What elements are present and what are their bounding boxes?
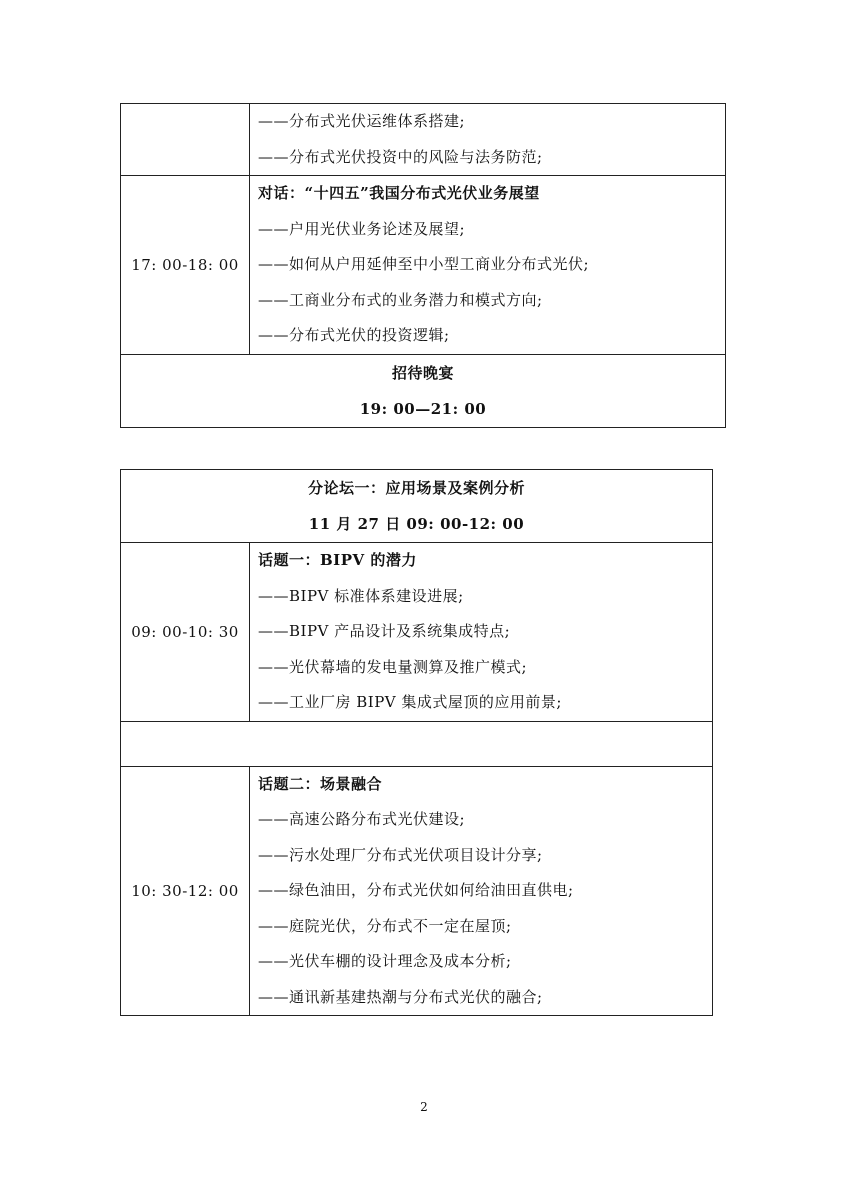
table-row <box>121 176 726 355</box>
banquet-title: 招待晚宴 <box>391 363 454 382</box>
agenda-item: ——工商业分布式的业务潜力和模式方向; <box>258 290 543 309</box>
sub-forum-date: 11 月 27 日 09: 00-12: 00 <box>308 515 525 533</box>
agenda-item: ——光伏幕墙的发电量测算及推广模式; <box>258 657 528 676</box>
content-cell <box>250 543 713 722</box>
table-row <box>121 766 713 1016</box>
agenda-item: ——高速公路分布式光伏建设; <box>258 810 466 828</box>
agenda-item: ——通讯新基建热潮与分布式光伏的融合; <box>258 987 543 1006</box>
content-cell <box>250 766 713 1016</box>
content-cell <box>250 104 726 176</box>
agenda-item: ——分布式光伏运维体系搭建; <box>258 112 466 130</box>
content-cell <box>250 176 726 355</box>
schedule-table-main-forum <box>120 103 726 428</box>
agenda-item: ——如何从户用延伸至中小型工商业分布式光伏; <box>258 255 590 273</box>
banquet-time: 19: 00—21: 00 <box>359 399 487 418</box>
table-row <box>121 470 713 543</box>
time-cell <box>121 104 250 176</box>
topic-heading: 话题一：BIPV 的潜力 <box>258 551 417 569</box>
sub-forum-title: 分论坛一：应用场景及案例分析 <box>307 479 525 497</box>
agenda-item: ——分布式光伏的投资逻辑; <box>258 326 450 344</box>
table-row <box>121 543 713 722</box>
table-row <box>121 104 726 176</box>
time-cell: 09: 00-10: 30 <box>121 543 250 722</box>
agenda-item: ——光伏车棚的设计理念及成本分析; <box>258 952 512 970</box>
sub-forum-header <box>121 470 713 543</box>
time-cell: 17: 00-18: 00 <box>121 176 250 355</box>
page-number: 2 <box>420 1100 428 1114</box>
table-row <box>121 721 713 766</box>
agenda-item: ——BIPV 标准体系建设进展; <box>258 586 464 605</box>
dialogue-heading: 对话：“十四五”我国分布式光伏业务展望 <box>258 184 540 202</box>
banquet-cell <box>121 354 726 427</box>
schedule-table-sub-forum <box>120 469 713 1016</box>
agenda-item: ——BIPV 产品设计及系统集成特点; <box>258 622 511 640</box>
agenda-item: ——户用光伏业务论述及展望; <box>258 219 466 238</box>
agenda-item: ——污水处理厂分布式光伏项目设计分享; <box>258 845 543 864</box>
time-cell: 10: 30-12: 00 <box>121 766 250 1016</box>
agenda-item: ——庭院光伏，分布式不一定在屋顶; <box>258 916 512 935</box>
agenda-item: ——绿色油田，分布式光伏如何给油田直供电; <box>258 881 574 899</box>
agenda-item: ——分布式光伏投资中的风险与法务防范; <box>258 147 543 166</box>
empty-row <box>121 721 713 766</box>
topic-heading: 话题二：场景融合 <box>258 774 383 793</box>
agenda-item: ——工业厂房 BIPV 集成式屋顶的应用前景; <box>258 693 562 711</box>
table-row <box>121 354 726 427</box>
